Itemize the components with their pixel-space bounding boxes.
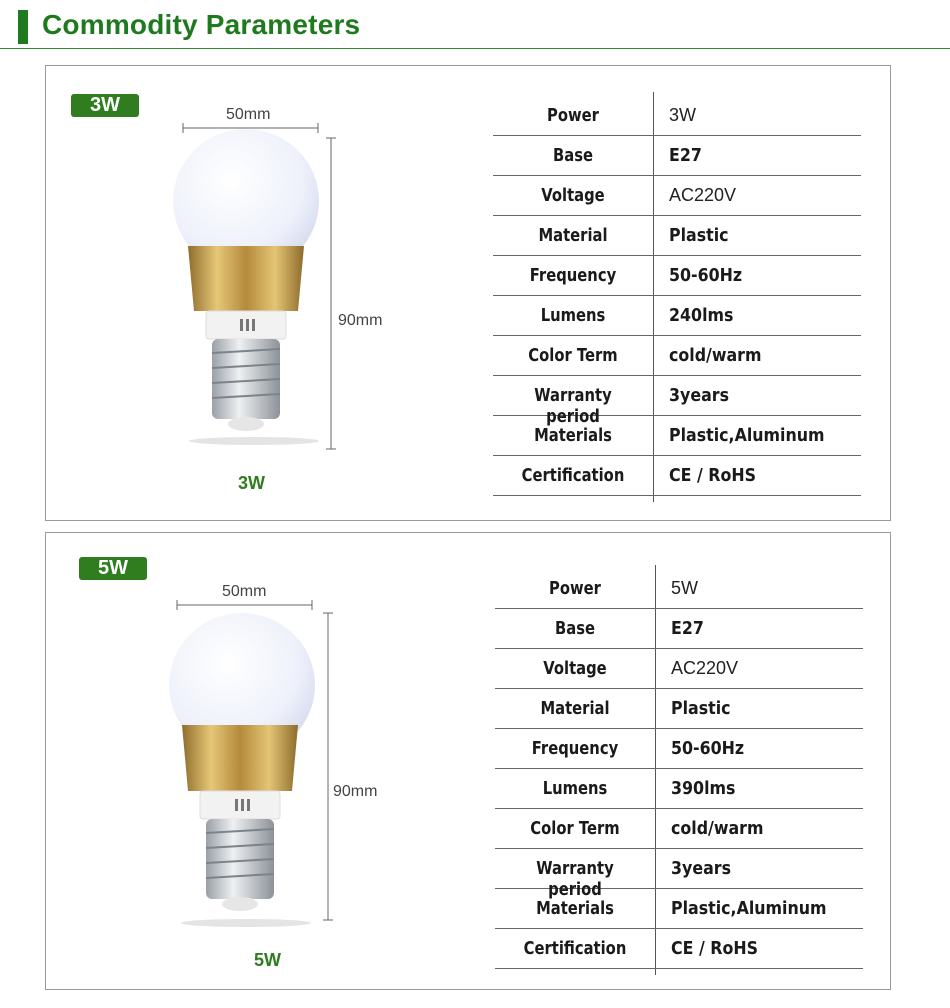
bulb-image [146, 106, 376, 486]
spec-row [493, 416, 861, 456]
spec-row [493, 456, 861, 496]
spec-row [493, 336, 861, 376]
spec-label: Frequency [531, 738, 619, 759]
spec-row [493, 216, 861, 256]
height-dimension-label: 90mm [333, 783, 378, 800]
product-panel-5w [45, 532, 891, 990]
spec-label: Materials [536, 898, 614, 919]
spec-value: E27 [671, 618, 704, 639]
spec-table [493, 96, 861, 496]
spec-row [493, 136, 861, 176]
spec-value: 50-60Hz [669, 265, 743, 286]
width-dimension-label: 50mm [222, 583, 267, 600]
spec-label: Base [552, 145, 594, 166]
spec-row [495, 569, 863, 609]
spec-row [493, 256, 861, 296]
bulb-image [146, 573, 376, 963]
spec-label: Certification [523, 938, 627, 959]
spec-value: E27 [669, 145, 702, 166]
spec-label: Material [540, 698, 610, 719]
spec-row [493, 96, 861, 136]
product-panel-3w [45, 65, 891, 521]
page-title: Commodity Parameters [42, 9, 361, 40]
bulb-caption: 3W [238, 473, 265, 493]
spec-label: Material [538, 225, 608, 246]
spec-label: Power [547, 105, 599, 126]
spec-label: Voltage [541, 185, 605, 206]
spec-row [495, 929, 863, 969]
spec-value: Plastic [669, 225, 729, 246]
spec-label: Voltage [543, 658, 607, 679]
bulb-caption: 5W [254, 950, 281, 970]
spec-value: 240lms [669, 305, 734, 326]
spec-value: cold/warm [669, 345, 762, 366]
spec-value: CE / RoHS [669, 465, 757, 486]
spec-row [495, 649, 863, 689]
spec-row [495, 689, 863, 729]
spec-row [495, 769, 863, 809]
spec-row [493, 296, 861, 336]
spec-value: 50-60Hz [671, 738, 745, 759]
spec-value: 3years [671, 858, 732, 879]
spec-value: AC220V [669, 185, 737, 205]
spec-value: 390lms [671, 778, 736, 799]
spec-row [495, 889, 863, 929]
spec-row [495, 849, 863, 900]
spec-label: Lumens [540, 305, 606, 326]
section-header [0, 0, 950, 50]
spec-label: Materials [534, 425, 612, 446]
spec-label: Certification [521, 465, 625, 486]
spec-label: Base [554, 618, 596, 639]
spec-label: Power [549, 578, 601, 599]
spec-value: Plastic,Aluminum [669, 425, 825, 446]
spec-value: AC220V [671, 658, 739, 678]
spec-label: Warranty period [536, 858, 614, 900]
spec-value: 5W [671, 578, 698, 598]
spec-label: Frequency [529, 265, 617, 286]
width-dimension-label: 50mm [226, 106, 271, 123]
height-dimension-label: 90mm [338, 312, 383, 329]
header-accent-bar [18, 10, 28, 44]
spec-table [495, 569, 863, 969]
spec-value: 3years [669, 385, 730, 406]
header-divider [0, 48, 950, 49]
spec-value: cold/warm [671, 818, 764, 839]
spec-label: Warranty period [534, 385, 612, 427]
wattage-badge: 5W [79, 557, 147, 580]
spec-value: 3W [669, 105, 696, 125]
spec-value: CE / RoHS [671, 938, 759, 959]
spec-row [495, 809, 863, 849]
spec-label: Color Term [530, 818, 620, 839]
wattage-badge: 3W [71, 94, 139, 117]
spec-value: Plastic [671, 698, 731, 719]
spec-row [493, 176, 861, 216]
spec-label: Color Term [528, 345, 618, 366]
spec-label: Lumens [542, 778, 608, 799]
spec-value: Plastic,Aluminum [671, 898, 827, 919]
spec-row [495, 729, 863, 769]
spec-row [495, 609, 863, 649]
spec-row [493, 376, 861, 427]
